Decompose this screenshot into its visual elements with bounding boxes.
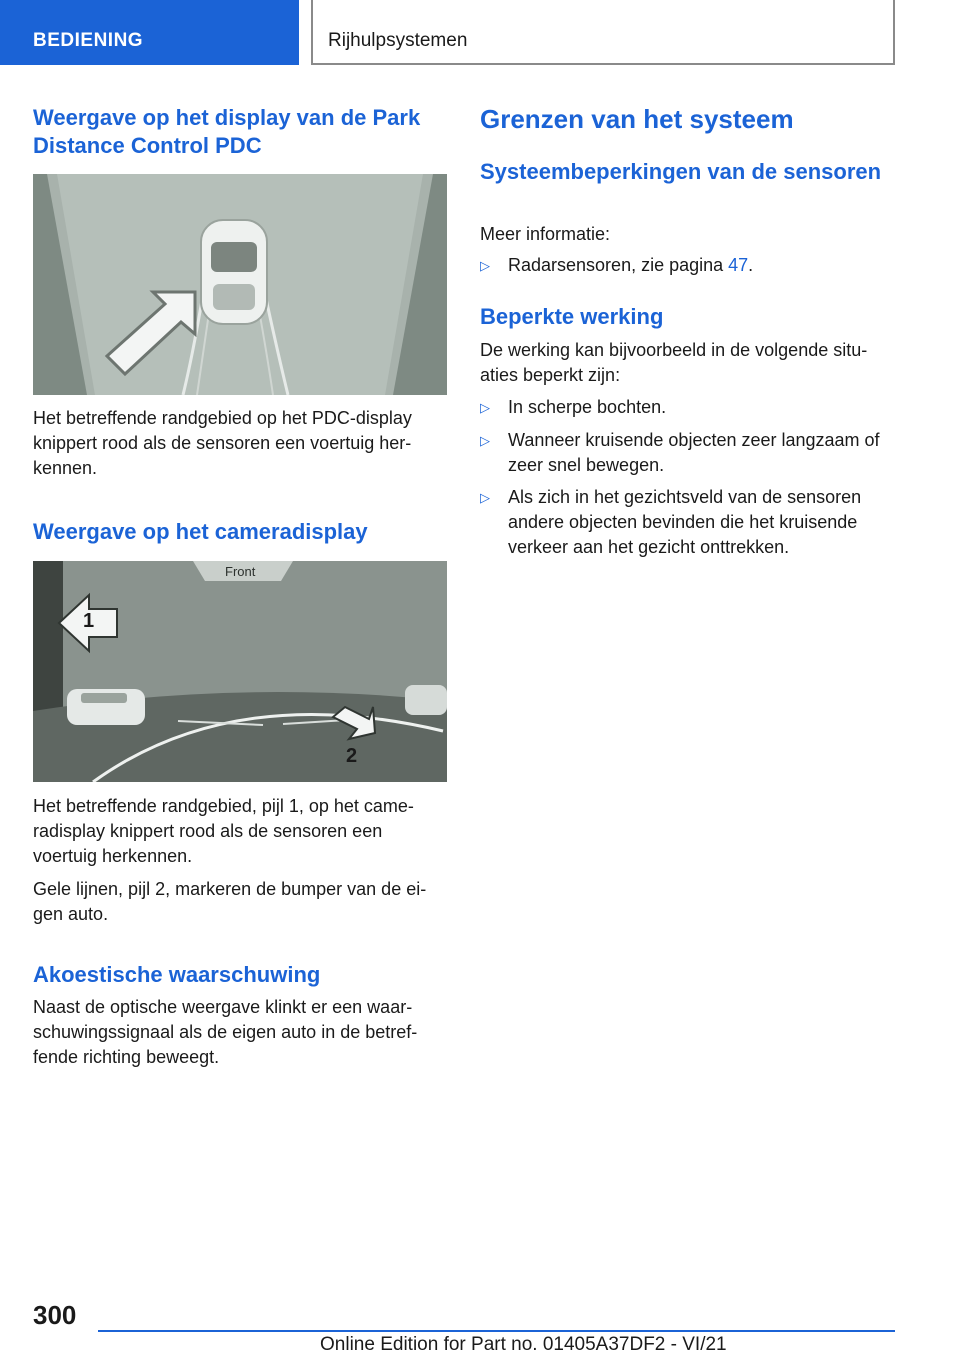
paragraph-acoustic: Naast de optische weergave klinkt er een waar-schuwingssignaal als de eigen auto in de betref-fende richting beweegt. xyxy=(33,997,418,1067)
bullet-radar-end: . xyxy=(748,255,754,275)
bullet-item-text: Als zich in het gezichtsveld van de sensoren andere objecten bevinden die het kruisende verkeer aan het gezicht onttrekken. xyxy=(508,487,862,557)
bullet-marker-icon: ▷ xyxy=(480,258,490,273)
bullet-item-text: In scherpe bochten. xyxy=(508,397,667,417)
paragraph-limited: De werking kan bijvoorbeeld in de volgende situ-aties beperkt zijn: xyxy=(480,340,868,385)
bullet-marker-icon: ▷ xyxy=(480,433,490,448)
camera-illustration xyxy=(33,561,447,782)
bullet-item-text: Wanneer kruisende objecten zeer langzaam of zeer snel bewegen. xyxy=(508,430,880,475)
bullet-marker-icon: ▷ xyxy=(480,490,490,505)
page-number: 300 xyxy=(33,1300,77,1330)
camera-arrow-1-label: 1 xyxy=(83,610,95,632)
pdc-display-figure xyxy=(33,174,447,395)
heading-camera-display: Weergave op het cameradisplay xyxy=(33,519,368,544)
heading-system-limits: Grenzen van het systeem xyxy=(480,104,794,134)
heading-sensor-limits: Systeembeperkingen van de sensoren xyxy=(480,159,882,184)
chapter-label: Rijhulpsystemen xyxy=(328,30,468,51)
heading-limited-function: Beperkte werking xyxy=(480,304,664,329)
paragraph-camera-2: Gele lijnen, pijl 2, markeren de bumper van de ei-gen auto. xyxy=(33,879,427,924)
page-link-47[interactable]: 47 xyxy=(728,255,749,275)
section-tab xyxy=(0,0,299,65)
camera-front-label: Front xyxy=(225,564,256,579)
heading-pdc-display: Weergave op het display van de Park Distance Control PDC xyxy=(33,105,421,158)
camera-arrow-2-label: 2 xyxy=(346,745,358,767)
heading-acoustic-warning: Akoestische waarschuwing xyxy=(33,962,321,987)
paragraph-camera-1: Het betreffende randgebied, pijl 1, op het came-radisplay knippert rood als de sensoren een voertuig herkennen. xyxy=(33,796,414,866)
footer-edition: Online Edition for Part no. 01405A37DF2 - VI/21 xyxy=(320,1334,727,1355)
bullet-marker-icon: ▷ xyxy=(480,400,490,415)
section-label: BEDIENING xyxy=(33,30,144,51)
camera-display-figure xyxy=(33,561,447,782)
chapter-header xyxy=(311,0,895,65)
pdc-illustration xyxy=(33,174,447,395)
footer-divider xyxy=(98,1330,895,1332)
bullet-radar-text: Radarsensoren, zie pagina xyxy=(508,255,729,275)
paragraph-pdc: Het betreffende randgebied op het PDC-display knippert rood als de sensoren een voertuig her-kennen. xyxy=(33,408,412,478)
paragraph-more-info: Meer informatie: xyxy=(480,224,611,244)
